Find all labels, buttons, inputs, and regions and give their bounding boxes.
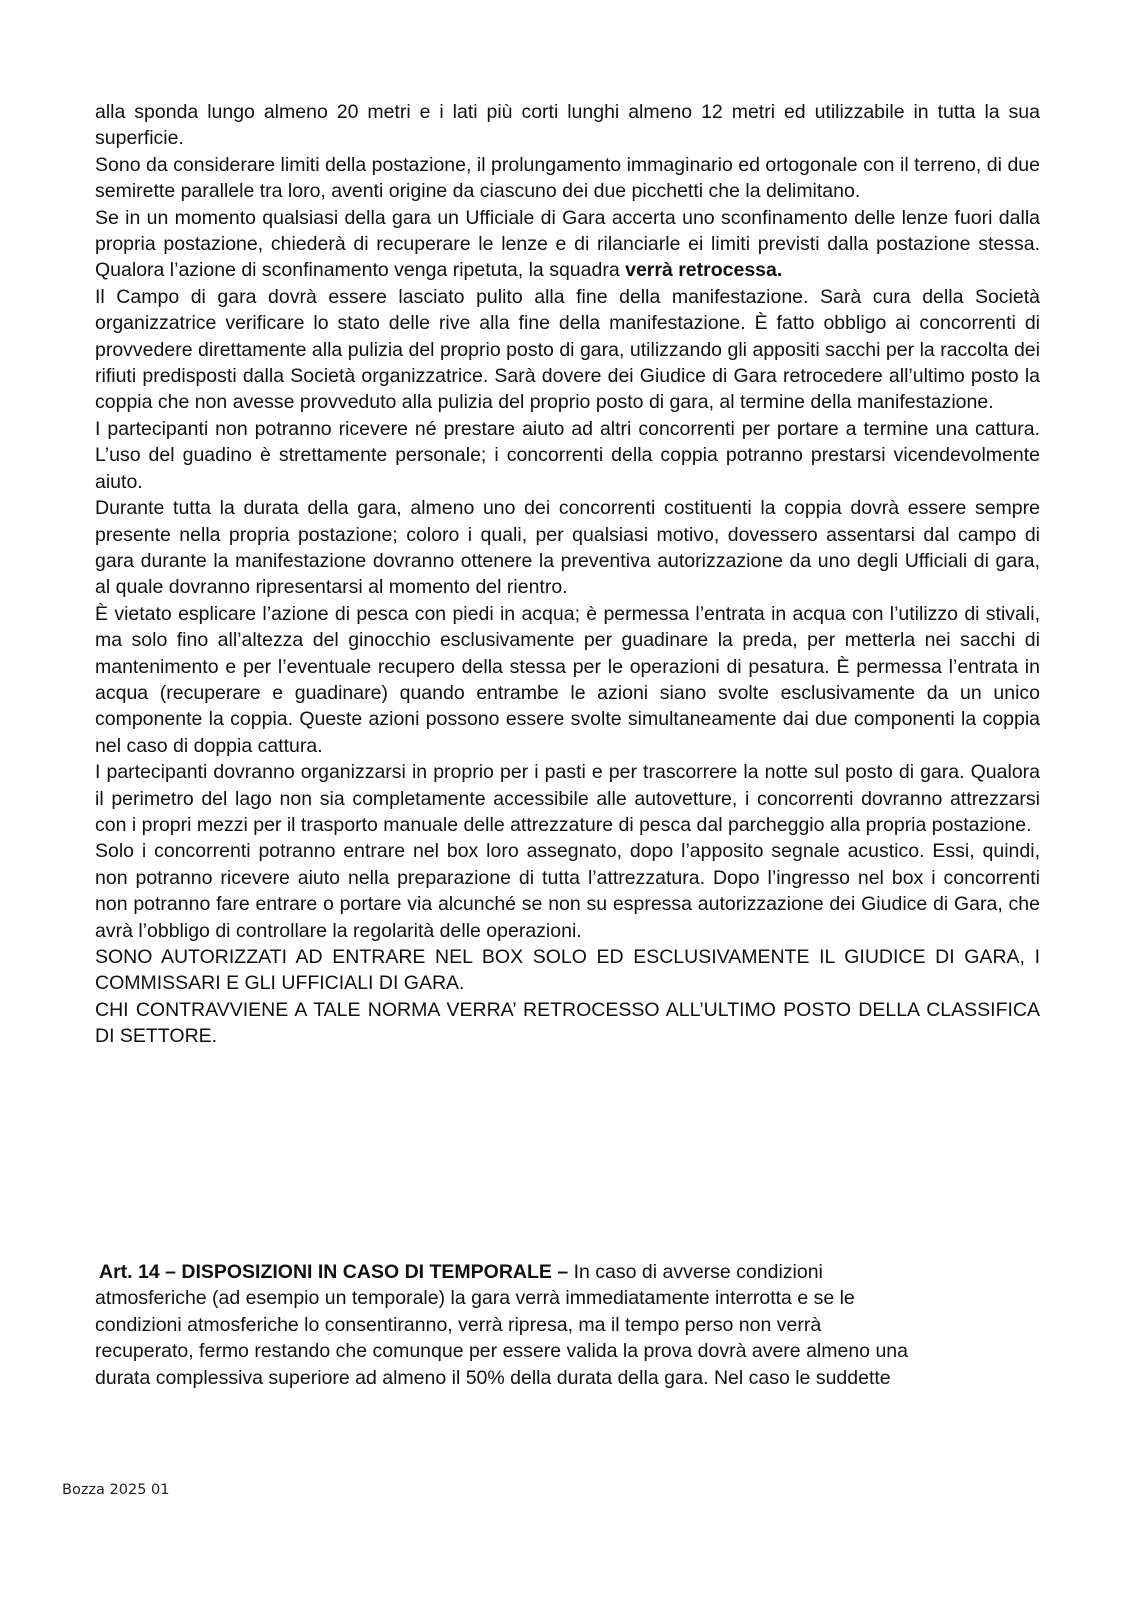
- paragraph-line-overrun: [95, 205, 1040, 284]
- article-heading: Art. 14 – DISPOSIZIONI IN CASO DI TEMPORALE –: [99, 1261, 569, 1283]
- paragraph-bold-text: verrà retrocessa.: [625, 259, 783, 282]
- article-line-text: In caso di avverse condizioni: [568, 1261, 823, 1283]
- paragraph-presence: [95, 495, 1040, 601]
- paragraph-text: Durante tutta la durata della gara, almeno uno dei concorrenti costituenti la coppia dovrà essere sempre presente nella propria postazione; coloro i quali, per qualsiasi motivo, dovessero assentarsi dal campo di gara durante la manifestazione dovranno ottenere la preventiva autorizzazione da uno degli Ufficiali di gara, al quale dovranno ripresentarsi al momento del rientro.: [95, 497, 1040, 599]
- paragraph-text: I partecipanti non potranno ricevere né prestare aiuto ad altri concorrenti per portare a termine una cattura. L’uso del guadino è strettamente personale; i concorrenti della coppia potranno prestarsi vicendevolmente aiuto.: [95, 417, 1040, 493]
- article-line-text: durata complessiva superiore ad almeno il 50% della durata della gara. Nel caso le suddette: [95, 1366, 891, 1389]
- footer-label: Bozza 2025 01: [62, 1482, 170, 1498]
- paragraph-text: Sono da considerare limiti della postazione, il prolungamento immaginario ed ortogonale con il terreno, di due semirette parallele tra loro, aventi origine da ciascuno dei due picchetti che la delimitano.: [95, 153, 1040, 203]
- paragraph-text: CHI CONTRAVVIENE A TALE NORMA VERRA’ RETROCESSO ALL’ULTIMO POSTO DELLA CLASSIFICA DI SETTORE.: [95, 998, 1040, 1048]
- article-14: [95, 1259, 1030, 1391]
- article-line: [95, 1312, 1030, 1338]
- paragraph-box-authorized: [95, 944, 1040, 997]
- paragraph-penalty: [95, 997, 1040, 1050]
- paragraph-meals-night: [95, 759, 1040, 838]
- paragraph-text: È vietato esplicare l’azione di pesca con piedi in acqua; è permessa l’entrata in acqua con l’utilizzo di stivali, ma solo fino all’altezza del ginocchio esclusivamente per guadinare la preda, per metterla nei sacchi di mantenimento e per l’eventuale recupero della stessa per le operazioni di pesatura. È permessa l’entrata in acqua (recuperare e guadinare) quando entrambe le azioni siano svolte esclusivamente da un unico componente la coppia. Queste azioni possono essere svolte simultaneamente dai due componenti la coppia nel caso di doppia cattura.: [95, 602, 1040, 757]
- paragraph-text: Solo i concorrenti potranno entrare nel box loro assegnato, dopo l’apposito segnale acustico. Essi, quindi, non potranno ricevere aiuto nella preparazione di tutta l’attrezzatura. Dopo l’ingresso nel box i concorrenti non potranno fare entrare o portare via alcunché se non su espressa autorizzazione dei Giudice di Gara, che avrà l’obbligo di controllare la regolarità delle operazioni.: [95, 840, 1040, 942]
- article-line: [95, 1285, 1030, 1311]
- article-line-text: recuperato, fermo restando che comunque per essere valida la prova dovrà avere almeno una: [95, 1340, 908, 1363]
- paragraph-text: SONO AUTORIZZATI AD ENTRARE NEL BOX SOLO ED ESCLUSIVAMENTE IL GIUDICE DI GARA, I COMMISSARI E GLI UFFICIALI DI GARA.: [95, 946, 1040, 995]
- paragraph-no-help: [95, 416, 1040, 495]
- body-text: [95, 99, 1040, 1050]
- article-line: [95, 1365, 1030, 1391]
- paragraph-station-limits: [95, 152, 1040, 205]
- paragraph-box-entry: [95, 838, 1040, 944]
- paragraph-text: Il Campo di gara dovrà essere lasciato pulito alla fine della manifestazione. Sarà cura della Società organizzatrice verificare lo stato delle rive alla fine della manifestazione. È fatto obbligo ai concorrenti di provvedere direttamente alla pulizia del proprio posto di gara, utilizzando gli appositi sacchi per la raccolta dei rifiuti predisposti dalla Società organizzatrice. Sarà dovere dei Giudice di Gara retrocedere all’ultimo posto la coppia che non avesse provveduto alla pulizia del proprio posto di gara, al termine della manifestazione.: [95, 285, 1040, 414]
- paragraph-field-cleaning: [95, 284, 1040, 416]
- article-line: [95, 1338, 1030, 1364]
- paragraph-text: alla sponda lungo almeno 20 metri e i lati più corti lunghi almeno 12 metri ed utilizzabile in tutta la sua superficie.: [95, 101, 1040, 150]
- article-line-text: condizioni atmosferiche lo consentiranno, verrà ripresa, ma il tempo perso non verrà: [95, 1313, 822, 1336]
- paragraph-text: Se in un momento qualsiasi della gara un Ufficiale di Gara accerta uno sconfinamento delle lenze fuori dalla propria postazione, chiederà di recuperare le lenze e di rilanciarle ei limiti previsti dalla postazione stessa. Qualora l’azione di sconfinamento venga ripetuta, la squadra: [95, 206, 1040, 282]
- article-line: [95, 1259, 1030, 1285]
- paragraph-field-size: [95, 99, 1040, 152]
- paragraph-water-entry: [95, 601, 1040, 759]
- paragraph-text: I partecipanti dovranno organizzarsi in proprio per i pasti e per trascorrere la notte sul posto di gara. Qualora il perimetro del lago non sia completamente accessibile alle autovetture, i concorrenti dovranno attrezzarsi con i propri mezzi per il trasporto manuale delle attrezzature di pesca dal parcheggio alla propria postazione.: [95, 761, 1040, 836]
- page-footer: [62, 1482, 170, 1498]
- article-line-text: atmosferiche (ad esempio un temporale) la gara verrà immediatamente interrotta e se le: [95, 1287, 855, 1310]
